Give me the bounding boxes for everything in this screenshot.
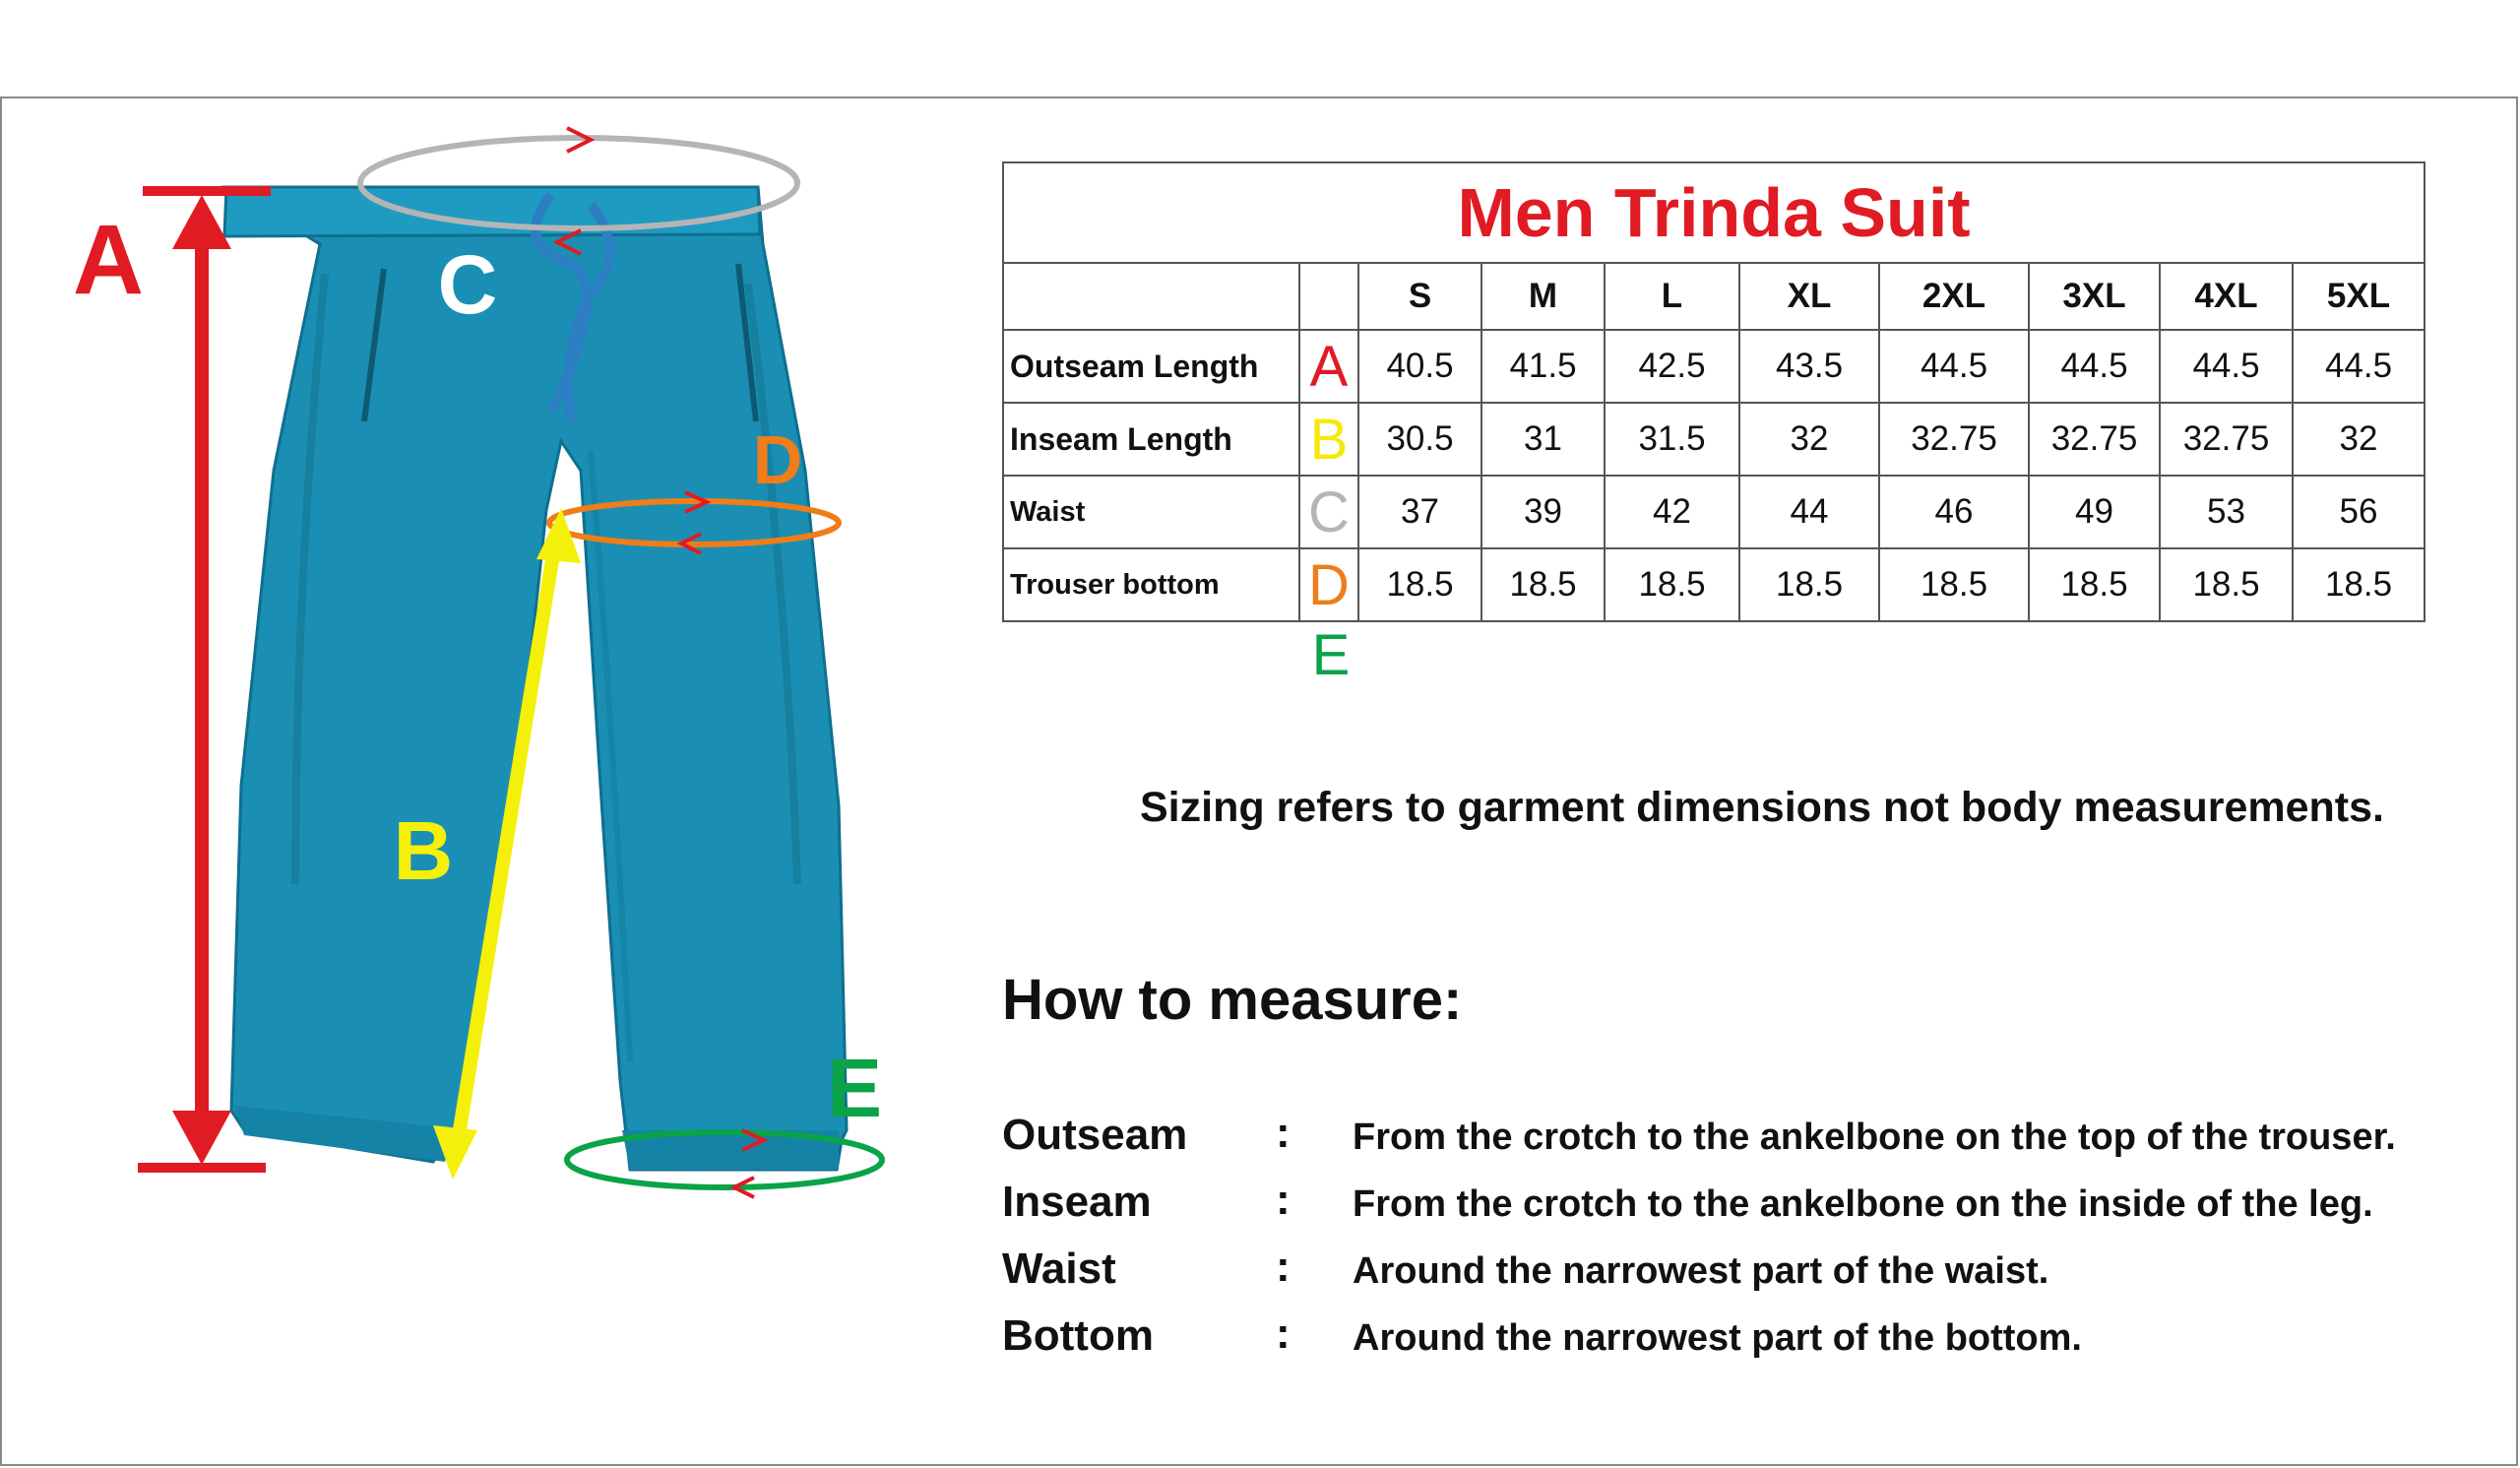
size-header-row bbox=[1003, 263, 2425, 330]
table-cell: 18.5 bbox=[2029, 548, 2160, 621]
size-header: 4XL bbox=[2160, 263, 2293, 330]
definition-term: Waist bbox=[1002, 1245, 1116, 1293]
definition-colon: : bbox=[1276, 1176, 1291, 1224]
row-letter: B bbox=[1299, 403, 1358, 476]
table-cell: 49 bbox=[2029, 476, 2160, 548]
table-cell: 43.5 bbox=[1739, 330, 1879, 403]
label-d: D bbox=[752, 421, 803, 498]
table-cell: 31.5 bbox=[1605, 403, 1739, 476]
table-cell: 44.5 bbox=[2293, 330, 2425, 403]
table-row bbox=[1003, 403, 2425, 476]
table-cell: 41.5 bbox=[1481, 330, 1605, 403]
table-cell: 18.5 bbox=[2293, 548, 2425, 621]
table-cell: 42 bbox=[1605, 476, 1739, 548]
table-cell: 18.5 bbox=[1739, 548, 1879, 621]
table-cell: 18.5 bbox=[1481, 548, 1605, 621]
row-label: Trouser bottom bbox=[1003, 548, 1299, 621]
definition-row bbox=[1002, 1311, 2518, 1371]
size-header: L bbox=[1605, 263, 1739, 330]
table-row bbox=[1003, 548, 2425, 621]
table-cell: 18.5 bbox=[1879, 548, 2029, 621]
definition-term: Outseam bbox=[1002, 1111, 1188, 1159]
definition-term: Inseam bbox=[1002, 1178, 1152, 1226]
table-cell: 18.5 bbox=[1605, 548, 1739, 621]
table-cell: 32 bbox=[1739, 403, 1879, 476]
definition-text: From the crotch to the ankelbone on the top of the trouser. bbox=[1353, 1117, 2396, 1158]
label-a: A bbox=[72, 205, 145, 315]
label-c: C bbox=[437, 238, 498, 331]
pants-illustration bbox=[0, 96, 945, 1466]
table-cell: 40.5 bbox=[1358, 330, 1481, 403]
definition-text: Around the narrowest part of the waist. bbox=[1353, 1250, 2049, 1292]
table-cell: 53 bbox=[2160, 476, 2293, 548]
table-cell: 32.75 bbox=[2029, 403, 2160, 476]
size-header: 2XL bbox=[1879, 263, 2029, 330]
table-cell: 32.75 bbox=[2160, 403, 2293, 476]
size-header: S bbox=[1358, 263, 1481, 330]
table-cell: 32 bbox=[2293, 403, 2425, 476]
howto-title: How to measure: bbox=[1002, 968, 1463, 1032]
row-label: Inseam Length bbox=[1003, 403, 1299, 476]
table-cell: 56 bbox=[2293, 476, 2425, 548]
definition-term: Bottom bbox=[1002, 1311, 1154, 1360]
definition-row bbox=[1002, 1245, 2518, 1304]
outseam-arrow-head-bottom bbox=[172, 1111, 231, 1165]
definition-text: From the crotch to the ankelbone on the inside of the leg. bbox=[1353, 1183, 2373, 1225]
table-cell: 42.5 bbox=[1605, 330, 1739, 403]
size-table bbox=[1002, 161, 2426, 622]
table-cell: 39 bbox=[1481, 476, 1605, 548]
header-empty bbox=[1003, 263, 1299, 330]
label-b: B bbox=[393, 804, 454, 897]
table-cell: 44 bbox=[1739, 476, 1879, 548]
sizing-note: Sizing refers to garment dimensions not body measurements. bbox=[1140, 784, 2384, 831]
table-cell: 18.5 bbox=[1358, 548, 1481, 621]
table-cell: 37 bbox=[1358, 476, 1481, 548]
definition-colon: : bbox=[1276, 1243, 1291, 1291]
table-cell: 44.5 bbox=[1879, 330, 2029, 403]
header-letter-empty bbox=[1299, 263, 1358, 330]
size-header: 5XL bbox=[2293, 263, 2425, 330]
row-letter: D bbox=[1299, 548, 1358, 621]
definition-colon: : bbox=[1276, 1309, 1291, 1358]
label-e: E bbox=[826, 1042, 883, 1134]
row-letter: C bbox=[1299, 476, 1358, 548]
definition-text: Around the narrowest part of the bottom. bbox=[1353, 1317, 2082, 1359]
extra-letter-e: E bbox=[1311, 623, 1351, 687]
table-cell: 31 bbox=[1481, 403, 1605, 476]
definition-row bbox=[1002, 1111, 2518, 1170]
table-row bbox=[1003, 330, 2425, 403]
table-cell: 30.5 bbox=[1358, 403, 1481, 476]
size-header: M bbox=[1481, 263, 1605, 330]
row-label: Waist bbox=[1003, 476, 1299, 548]
table-cell: 46 bbox=[1879, 476, 2029, 548]
row-letter: A bbox=[1299, 330, 1358, 403]
size-header: XL bbox=[1739, 263, 1879, 330]
table-title: Men Trinda Suit bbox=[1003, 162, 2425, 263]
table-row bbox=[1003, 476, 2425, 548]
outseam-arrow-head-top bbox=[172, 195, 231, 249]
table-cell: 32.75 bbox=[1879, 403, 2029, 476]
definition-colon: : bbox=[1276, 1109, 1291, 1157]
table-cell: 44.5 bbox=[2029, 330, 2160, 403]
table-cell: 44.5 bbox=[2160, 330, 2293, 403]
row-label: Outseam Length bbox=[1003, 330, 1299, 403]
definition-row bbox=[1002, 1178, 2518, 1237]
table-cell: 18.5 bbox=[2160, 548, 2293, 621]
size-header: 3XL bbox=[2029, 263, 2160, 330]
waistband bbox=[224, 187, 760, 236]
